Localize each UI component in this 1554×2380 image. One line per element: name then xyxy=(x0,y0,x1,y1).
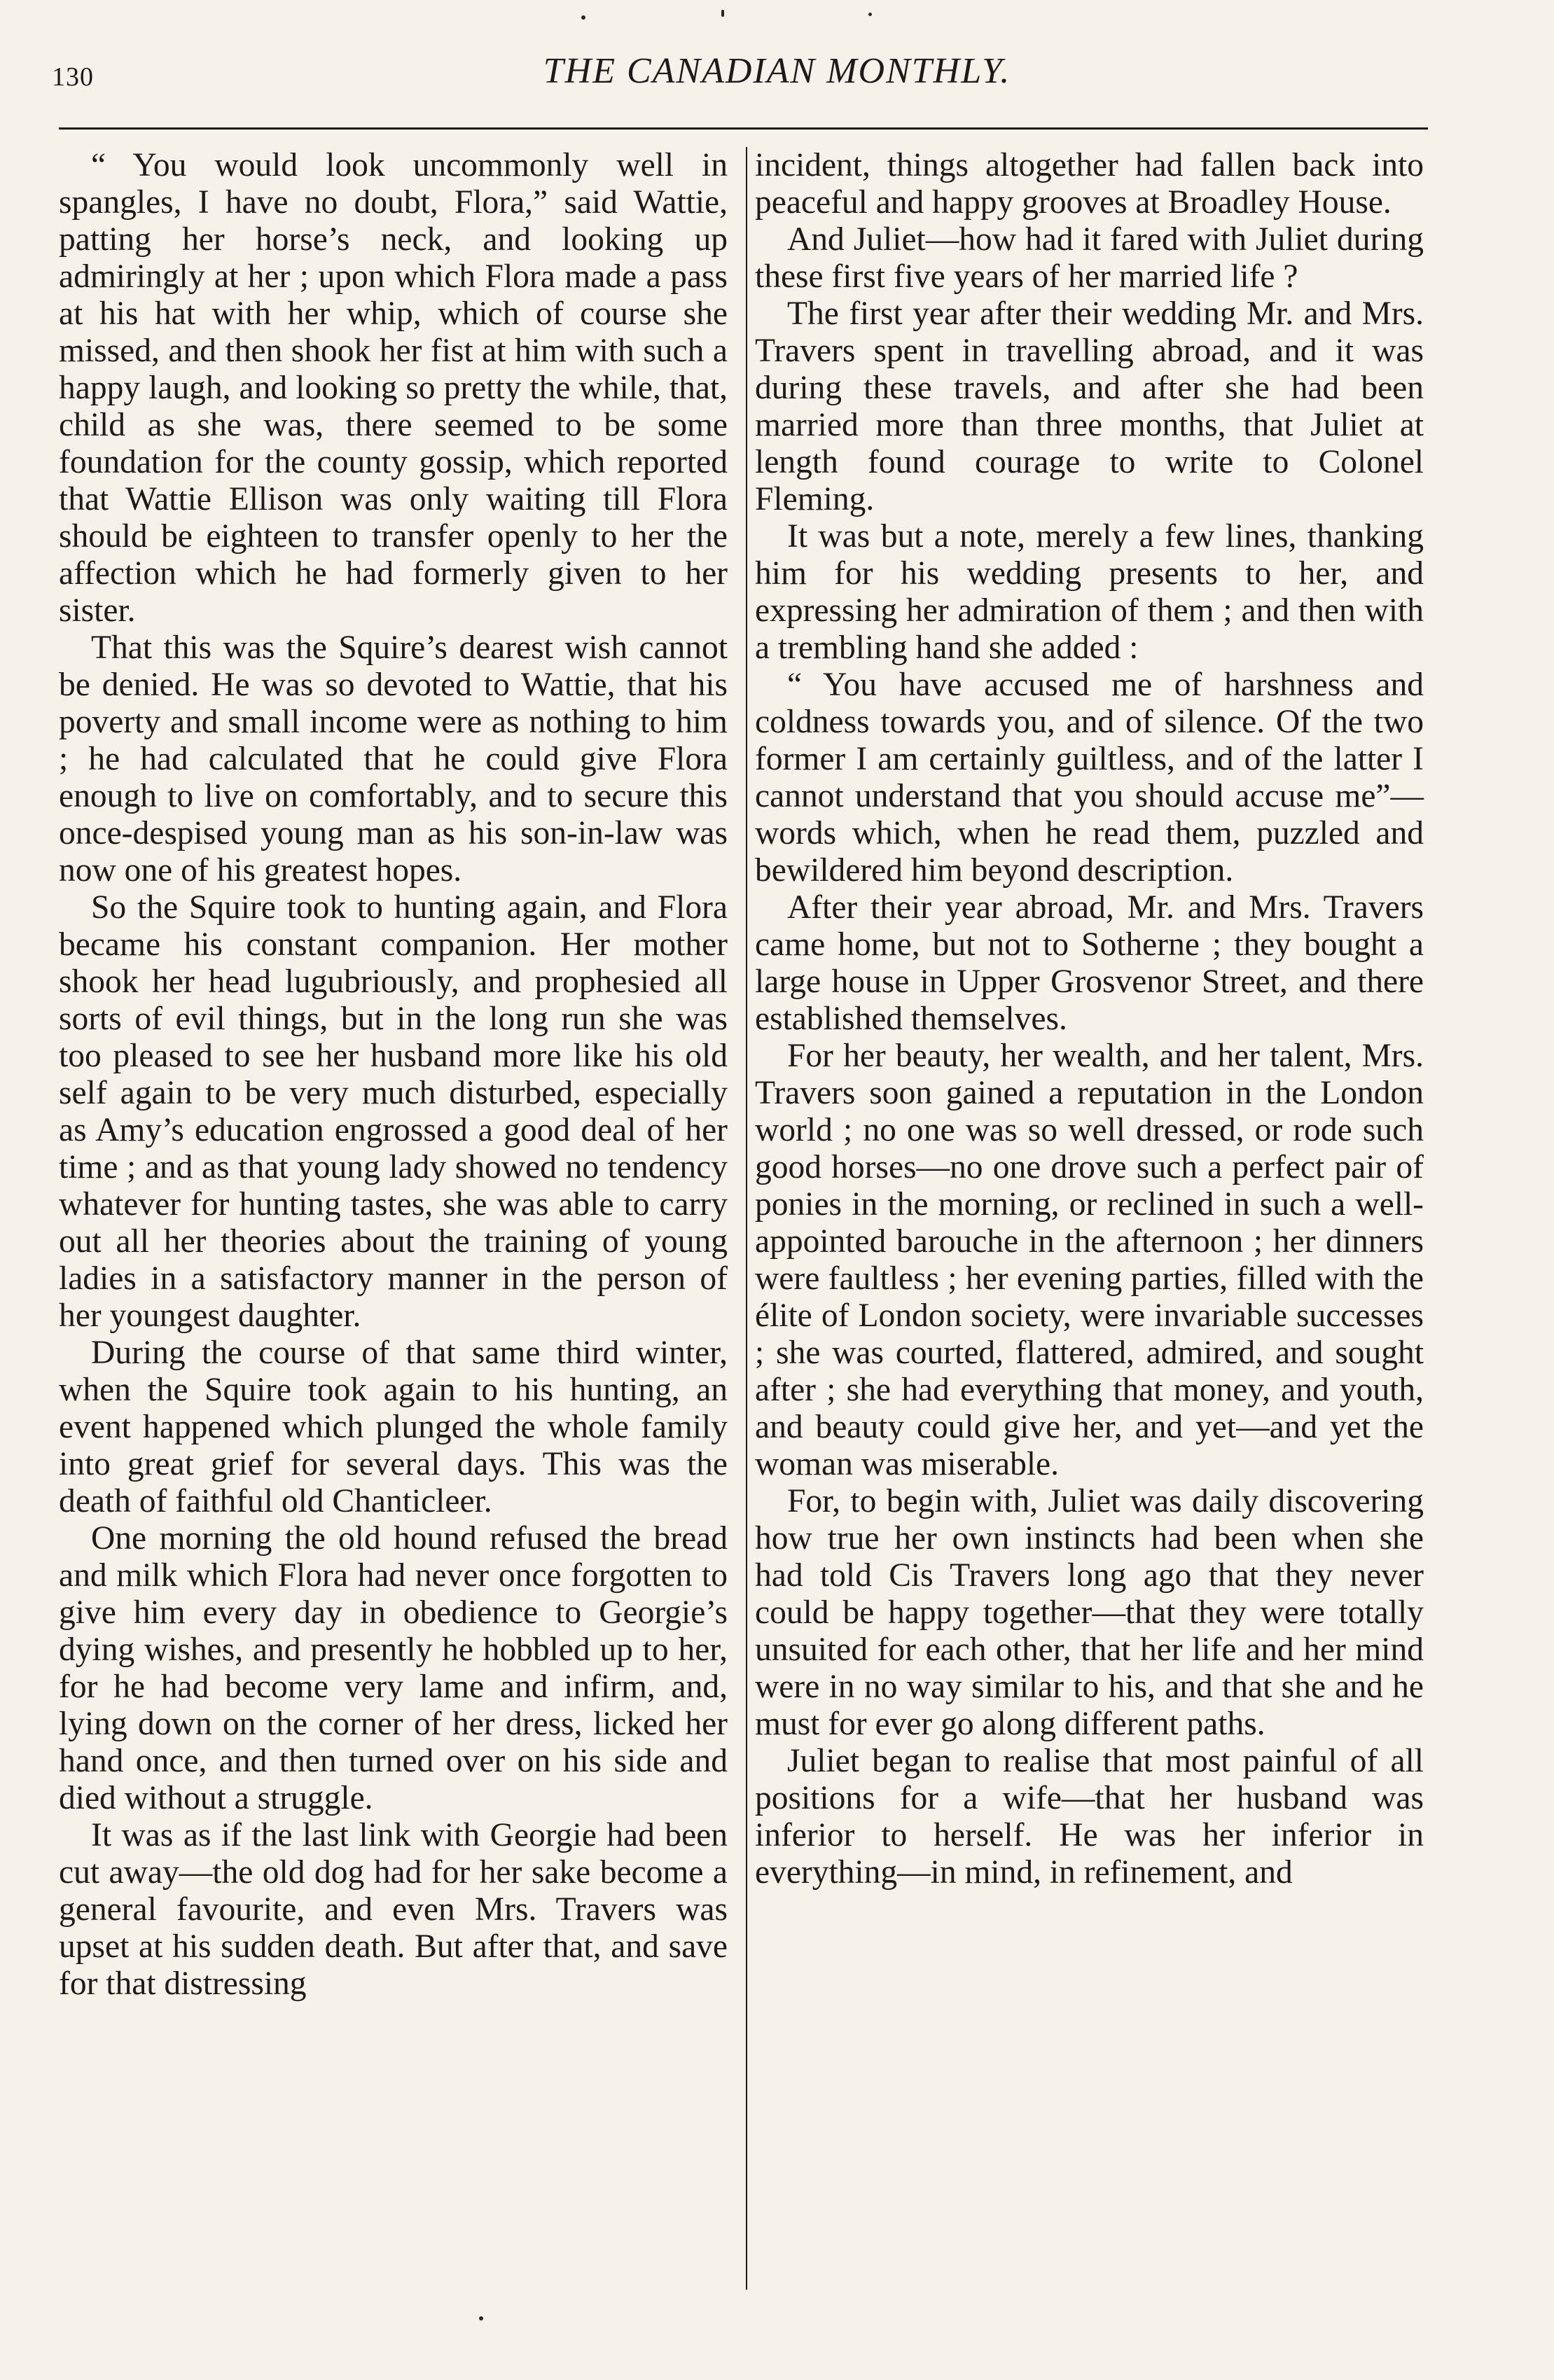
header-rule xyxy=(59,127,1428,130)
ink-speck xyxy=(479,2316,483,2320)
paragraph: For, to begin with, Juliet was daily discovering how true her own instincts had been when she had told Cis Travers long ago that they never could be happy together—that they were totally unsuited for each other, that her life and her mind were in no way similar to his, and that she and he must for ever go along different paths. xyxy=(755,1483,1424,1742)
paragraph: After their year abroad, Mr. and Mrs. Travers came home, but not to Sotherne ; they bought a large house in Upper Grosvenor Street, and there established themselves. xyxy=(755,889,1424,1037)
paragraph: For her beauty, her wealth, and her talent, Mrs. Travers soon gained a reputation in the London world ; no one was so well dressed, or rode such good horses—no one drove such a perfect pair of ponies in the morning, or reclined in such a well-appointed barouche in the afternoon ; her dinners were faultless ; her evening parties, filled with the élite of London society, were invariable successes ; she was courted, flattered, admired, and sought after ; she had everything that money, and youth, and beauty could give her, and yet—and yet the woman was miserable. xyxy=(755,1038,1424,1482)
paragraph: It was as if the last link with Georgie had been cut away—the old dog had for her sake become a general favourite, and even Mrs. Travers was upset at his sudden death. But after that, and save for that distressing xyxy=(59,1817,728,2002)
paragraph: Juliet began to realise that most painful of all positions for a wife—that her husband was inferior to herself. He was her inferior in everything—in mind, in refinement, and xyxy=(755,1743,1424,1891)
paragraph: The first year after their wedding Mr. and Mrs. Travers spent in travelling abroad, and it was during these travels, and after she had been married more than three months, that Juliet at length found courage to write to Colonel Fleming. xyxy=(755,295,1424,517)
running-title: THE CANADIAN MONTHLY. xyxy=(543,51,1011,91)
paragraph: That this was the Squire’s dearest wish cannot be denied. He was so devoted to Wattie, that his poverty and small income were as nothing to him ; he had calculated that he could give Flora enough to live on comfortably, and to secure this once-despised young man as his son-in-law was now one of his greatest hopes. xyxy=(59,629,728,889)
page-number: 130 xyxy=(52,62,94,92)
paragraph: “ You have accused me of harshness and coldness towards you, and of silence. Of the two former I am certainly guiltless, and of the latter I cannot understand that you should accuse me”—words which, when he read them, puzzled and bewildered him beyond description. xyxy=(755,667,1424,889)
paragraph: “ You would look uncommonly well in spangles, I have no doubt, Flora,” said Wattie, patting her horse’s neck, and looking up admiringly at her ; upon which Flora made a pass at his hat with her whip, which of course she missed, and then shook her fist at him with such a happy laugh, and looking so pretty the while, that, child as she was, there seemed to be some foundation for the county gossip, which reported that Wattie Ellison was only waiting till Flora should be eighteen to transfer openly to her the affection which he had formerly given to her sister. xyxy=(59,147,728,629)
paragraph: It was but a note, merely a few lines, thanking him for his wedding presents to her, and expressing her admiration of them ; and then with a trembling hand she added : xyxy=(755,518,1424,666)
left-column xyxy=(59,147,728,2003)
column-divider xyxy=(746,147,747,2290)
paragraph-continued: incident, things altogether had fallen back into peaceful and happy grooves at Broadley House. xyxy=(755,147,1424,221)
paragraph: So the Squire took to hunting again, and Flora became his constant companion. Her mother shook her head lugubriously, and prophesied all sorts of evil things, but in the long run she was too pleased to see her husband more like his old self again to be very much disturbed, especially as Amy’s education engrossed a good deal of her time ; and as that young lady showed no tendency whatever for hunting tastes, she was able to carry out all her theories about the training of young ladies in a satisfactory manner in the person of her youngest daughter. xyxy=(59,889,728,1334)
ink-speck xyxy=(868,13,872,16)
right-column xyxy=(755,147,1424,1891)
ink-speck xyxy=(721,10,724,17)
paragraph: One morning the old hound refused the bread and milk which Flora had never once forgotten to give him every day in obedience to Georgie’s dying wishes, and presently he hobbled up to her, for he had become very lame and infirm, and, lying down on the corner of her dress, licked her hand once, and then turned over on his side and died without a struggle. xyxy=(59,1520,728,1816)
ink-speck xyxy=(581,15,585,20)
paragraph: And Juliet—how had it fared with Juliet during these first five years of her married life ? xyxy=(755,221,1424,295)
paragraph: During the course of that same third winter, when the Squire took again to his hunting, an event happened which plunged the whole family into great grief for several days. This was the death of faithful old Chanticleer. xyxy=(59,1335,728,1519)
